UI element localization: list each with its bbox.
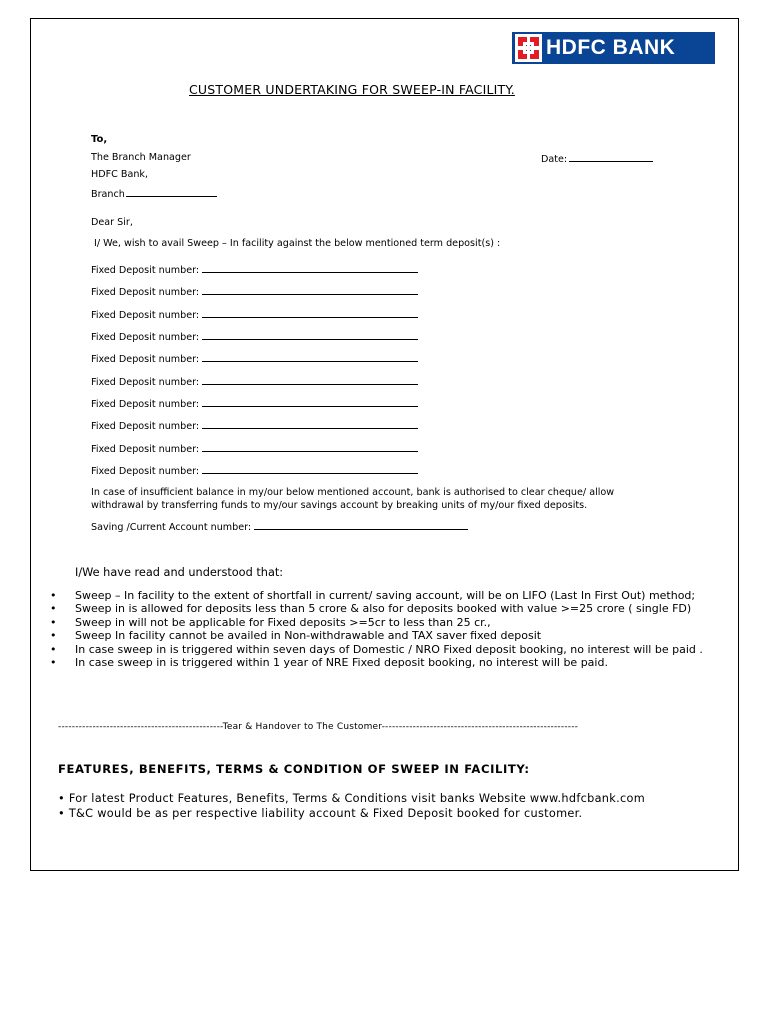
logo-text: HDFC BANK xyxy=(546,36,676,59)
fd-number-field[interactable]: Fixed Deposit number: xyxy=(91,397,418,410)
fd-number-field[interactable]: Fixed Deposit number: xyxy=(91,442,418,455)
read-understood-heading: I/We have read and understood that: xyxy=(75,566,284,579)
to-label: To, xyxy=(91,134,108,145)
fd-number-field[interactable]: Fixed Deposit number: xyxy=(91,285,418,298)
hdfc-bank-logo xyxy=(512,32,715,64)
terms-bullet-list xyxy=(48,589,720,669)
list-item: • Sweep – In facility to the extent of shortfall in current/ saving account, will be on LIFO (Last In First Out) method; xyxy=(50,589,696,602)
paragraph-line: In case of insufficient balance in my/our below mentioned account, bank is authorised to clear cheque/ allow xyxy=(91,487,615,498)
document-title: CUSTOMER UNDERTAKING FOR SWEEP-IN FACILITY. xyxy=(189,82,515,97)
fd-number-field[interactable]: Fixed Deposit number: xyxy=(91,308,418,321)
fd-number-field[interactable]: Fixed Deposit number: xyxy=(91,330,418,343)
fd-number-field[interactable]: Fixed Deposit number: xyxy=(91,419,418,432)
branch-field[interactable]: Branch xyxy=(91,187,217,200)
fd-number-field[interactable]: Fixed Deposit number: xyxy=(91,464,418,477)
fd-number-field[interactable]: Fixed Deposit number: xyxy=(91,263,418,276)
list-item: • Sweep In facility cannot be availed in Non-withdrawable and TAX saver fixed deposit xyxy=(50,629,542,643)
feature-item: • For latest Product Features, Benefits, Terms & Conditions visit banks Website www.hdfcbank.com xyxy=(58,792,646,805)
date-field[interactable]: Date: xyxy=(541,152,653,165)
intro-text: I/ We, wish to avail Sweep – In facility against the below mentioned term deposit(s) : xyxy=(94,238,501,249)
salutation: Dear Sir, xyxy=(91,217,133,228)
features-heading: FEATURES, BENEFITS, TERMS & CONDITION OF SWEEP IN FACILITY: xyxy=(58,762,530,776)
list-item: • Sweep in will not be applicable for Fixed deposits >=5cr to less than 25 cr., xyxy=(50,615,491,629)
list-item: • In case sweep in is triggered within seven days of Domestic / NRO Fixed deposit booking, no interest will be paid . xyxy=(50,642,703,656)
paragraph-line: withdrawal by transferring funds to my/our savings account by breaking units of my/our fixed deposits. xyxy=(91,500,588,511)
feature-item: • T&C would be as per respective liability account & Fixed Deposit booked for customer. xyxy=(58,807,583,820)
addressee-line1: The Branch Manager xyxy=(91,152,191,163)
account-number-field[interactable]: Saving /Current Account number: xyxy=(91,520,468,533)
addressee-line2: HDFC Bank, xyxy=(91,169,149,180)
fd-number-field[interactable]: Fixed Deposit number: xyxy=(91,352,418,365)
fd-number-field[interactable]: Fixed Deposit number: xyxy=(91,375,418,388)
tear-divider: ------------------------------------------------Tear & Handover to The Customer--------------------------------------------------------- xyxy=(58,722,579,732)
list-item: • Sweep in is allowed for deposits less than 5 crore & also for deposits booked with value >=25 crore ( single FD) xyxy=(50,602,692,616)
insufficient-balance-paragraph xyxy=(91,486,691,512)
hdfc-logo-mark-icon xyxy=(515,34,542,62)
list-item: • In case sweep in is triggered within 1 year of NRE Fixed deposit booking, no interest will be paid. xyxy=(50,656,608,670)
